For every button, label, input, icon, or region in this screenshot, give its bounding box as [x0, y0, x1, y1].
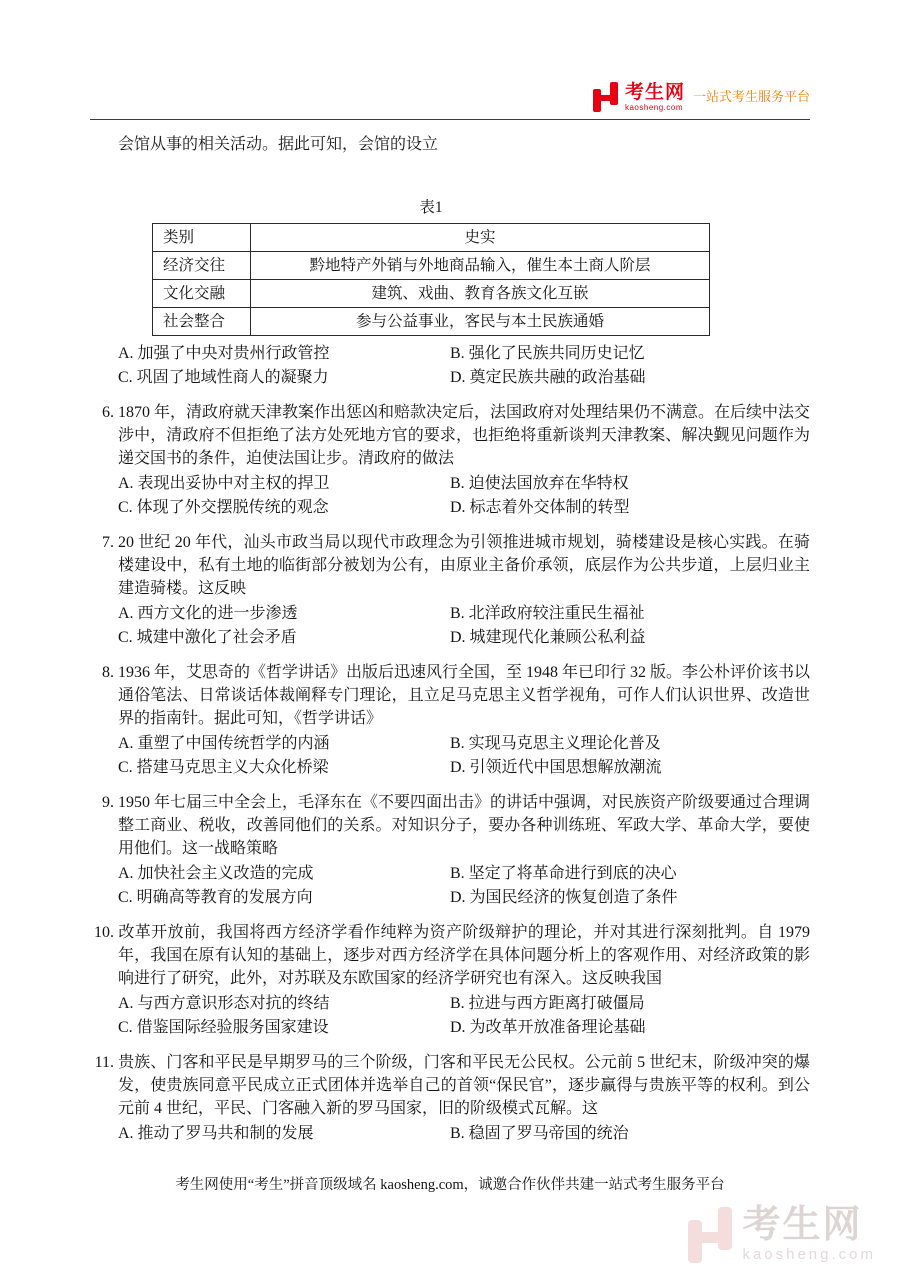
question-block [90, 1051, 810, 1146]
answer-option: C. 借鉴国际经验服务国家建设 [118, 1019, 329, 1036]
question-options [90, 732, 810, 780]
question-block [90, 531, 810, 650]
question-text [90, 401, 810, 470]
question-list [90, 401, 810, 1146]
fact-cell: 建筑、戏曲、教育各族文化互嵌 [251, 280, 710, 308]
table-caption: 表1 [419, 199, 443, 216]
watermark-brand: 考生网 [742, 1204, 863, 1247]
kaosheng-logo-icon [593, 82, 618, 112]
category-cell: 社会整合 [153, 308, 251, 336]
answer-option: B. 强化了民族共同历史记忆 [450, 345, 645, 362]
question-number: 6. [102, 404, 114, 421]
question-text [90, 921, 810, 990]
fact-table-block [152, 196, 710, 336]
table-row [153, 308, 710, 336]
answer-option: D. 为改革开放准备理论基础 [450, 1019, 646, 1036]
table-row [153, 280, 710, 308]
question-body: 1950 年七届三中全会上，毛泽东在《不要四面出击》的讲话中强调，对民族资产阶级要通过合理调整工商业、税收，改善同他们的关系。对知识分子，要办各种训练班、军政大学、革命大学，要使用他们。这一战略策略 [118, 794, 811, 857]
fact-table-header-row [153, 224, 710, 252]
question-options [90, 602, 810, 650]
question-body: 1870 年，清政府就天津教案作出惩凶和赔款决定后，法国政府对处理结果仍不满意。在后续中法交涉中，清政府不但拒绝了法方处死地方官的要求，也拒绝将重新谈判天津教案、解决觐见问题作为递交国书的条件，迫使法国让步。清政府的做法 [118, 404, 811, 467]
lead-question-options [90, 342, 810, 390]
fact-table [152, 223, 710, 336]
answer-option: A. 与西方意识形态对抗的终结 [118, 995, 330, 1012]
watermark-logo-icon [688, 1207, 732, 1263]
answer-option: B. 北洋政府较注重民生福祉 [450, 605, 645, 622]
column-header: 类别 [153, 224, 251, 252]
answer-option: B. 拉进与西方距离打破僵局 [450, 995, 645, 1012]
table-row [153, 252, 710, 280]
answer-option: A. 西方文化的进一步渗透 [118, 605, 298, 622]
question-block [90, 921, 810, 1040]
question-text [90, 661, 810, 730]
question-number: 9. [102, 794, 114, 811]
exam-content [0, 133, 900, 1197]
question-text [90, 531, 810, 600]
fact-cell: 参与公益事业，客民与本土民族通婚 [251, 308, 710, 336]
question-body: 20 世纪 20 年代，汕头市政当局以现代市政理念为引领推进城市规划，骑楼建设是核心实践。在骑楼建设中，私有土地的临街部分被划为公有，由原业主备价承领，底层作为公共步道，上层归业主建造骑楼。这反映 [118, 534, 810, 597]
category-cell: 经济交往 [153, 252, 251, 280]
column-header: 史实 [251, 224, 710, 252]
question-text [90, 1051, 810, 1120]
answer-option: D. 引领近代中国思想解放潮流 [450, 759, 662, 776]
fact-cell: 黔地特产外销与外地商品输入，催生本土商人阶层 [251, 252, 710, 280]
watermark-logo [688, 1206, 876, 1263]
question-block [90, 661, 810, 780]
answer-option: B. 稳固了罗马帝国的统治 [450, 1125, 629, 1142]
question-number: 8. [102, 664, 114, 681]
question-body: 贵族、门客和平民是早期罗马的三个阶级，门客和平民无公民权。公元前 5 世纪末，阶级冲突的爆发，使贵族同意平民成立正式团体并选举自己的首领“保民官”，逐步赢得与贵族平等的权利。到公元前 4 世纪，平民、门客融入新的罗马国家，旧的阶级模式瓦解。这 [118, 1054, 810, 1117]
answer-option: C. 巩固了地域性商人的凝聚力 [118, 369, 329, 386]
answer-option: D. 城建现代化兼顾公私利益 [450, 629, 646, 646]
brand-text [625, 83, 685, 112]
answer-option: A. 推动了罗马共和制的发展 [118, 1125, 314, 1142]
answer-option: C. 搭建马克思主义大众化桥梁 [118, 759, 329, 776]
answer-option: C. 城建中激化了社会矛盾 [118, 629, 297, 646]
watermark-domain: kaosheng.com [742, 1246, 876, 1263]
question-number: 7. [102, 534, 114, 551]
answer-option: A. 表现出妥协中对主权的捍卫 [118, 475, 330, 492]
question-block [90, 791, 810, 910]
question-continuation-text: 会馆从事的相关活动。据此可知，会馆的设立 [118, 136, 439, 153]
answer-option: A. 加强了中央对贵州行政管控 [118, 345, 330, 362]
answer-option: D. 为国民经济的恢复创造了条件 [450, 889, 678, 906]
question-body: 改革开放前，我国将西方经济学看作纯粹为资产阶级辩护的理论，并对其进行深刻批判。自 1979 年，我国在原有认知的基础上，逐步对西方经济学在具体问题分析上的客观作用、对经济政策的影响进行了研究，此外，对苏联及东欧国家的经济学研究也有深入。这反映我国 [118, 924, 810, 987]
brand-name: 考生网 [624, 81, 685, 103]
question-options [90, 472, 810, 520]
watermark-text [742, 1206, 876, 1263]
brand-tagline: 一站式考生服务平台 [692, 89, 810, 104]
question-number: 10. [94, 924, 114, 941]
header-divider [90, 119, 810, 120]
answer-option: D. 标志着外交体制的转型 [450, 499, 630, 516]
question-options [90, 1122, 810, 1146]
kaosheng-logo [593, 82, 810, 112]
question-text [90, 791, 810, 860]
question-number: 11. [94, 1054, 114, 1071]
answer-option: A. 加快社会主义改造的完成 [118, 865, 314, 882]
footer-note: 考生网使用“考生”拼音顶级域名 kaosheng.com，诚邀合作伙伴共建一站式考生服务平台 [175, 1177, 725, 1193]
question-block [90, 401, 810, 520]
fact-table-body [153, 252, 710, 336]
answer-option: C. 明确高等教育的发展方向 [118, 889, 313, 906]
question-options [90, 992, 810, 1040]
page-header [0, 0, 900, 119]
answer-option: B. 坚定了将革命进行到底的决心 [450, 865, 677, 882]
answer-option: B. 迫使法国放弃在华特权 [450, 475, 629, 492]
category-cell: 文化交融 [153, 280, 251, 308]
answer-option: C. 体现了外交摆脱传统的观念 [118, 499, 329, 516]
answer-option: A. 重塑了中国传统哲学的内涵 [118, 735, 330, 752]
brand-domain: kaosheng.com [624, 102, 683, 112]
question-body: 1936 年，艾思奇的《哲学讲话》出版后迅速风行全国，至 1948 年已印行 32 版。李公朴评价该书以通俗笔法、日常谈话体裁阐释专门理论，且立足马克思主义哲学视角，可作人们认识世界、改造世界的指南针。据此可知，《哲学讲话》 [118, 664, 811, 727]
answer-option: B. 实现马克思主义理论化普及 [450, 735, 661, 752]
answer-option: D. 奠定民族共融的政治基础 [450, 369, 646, 386]
question-options [90, 862, 810, 910]
